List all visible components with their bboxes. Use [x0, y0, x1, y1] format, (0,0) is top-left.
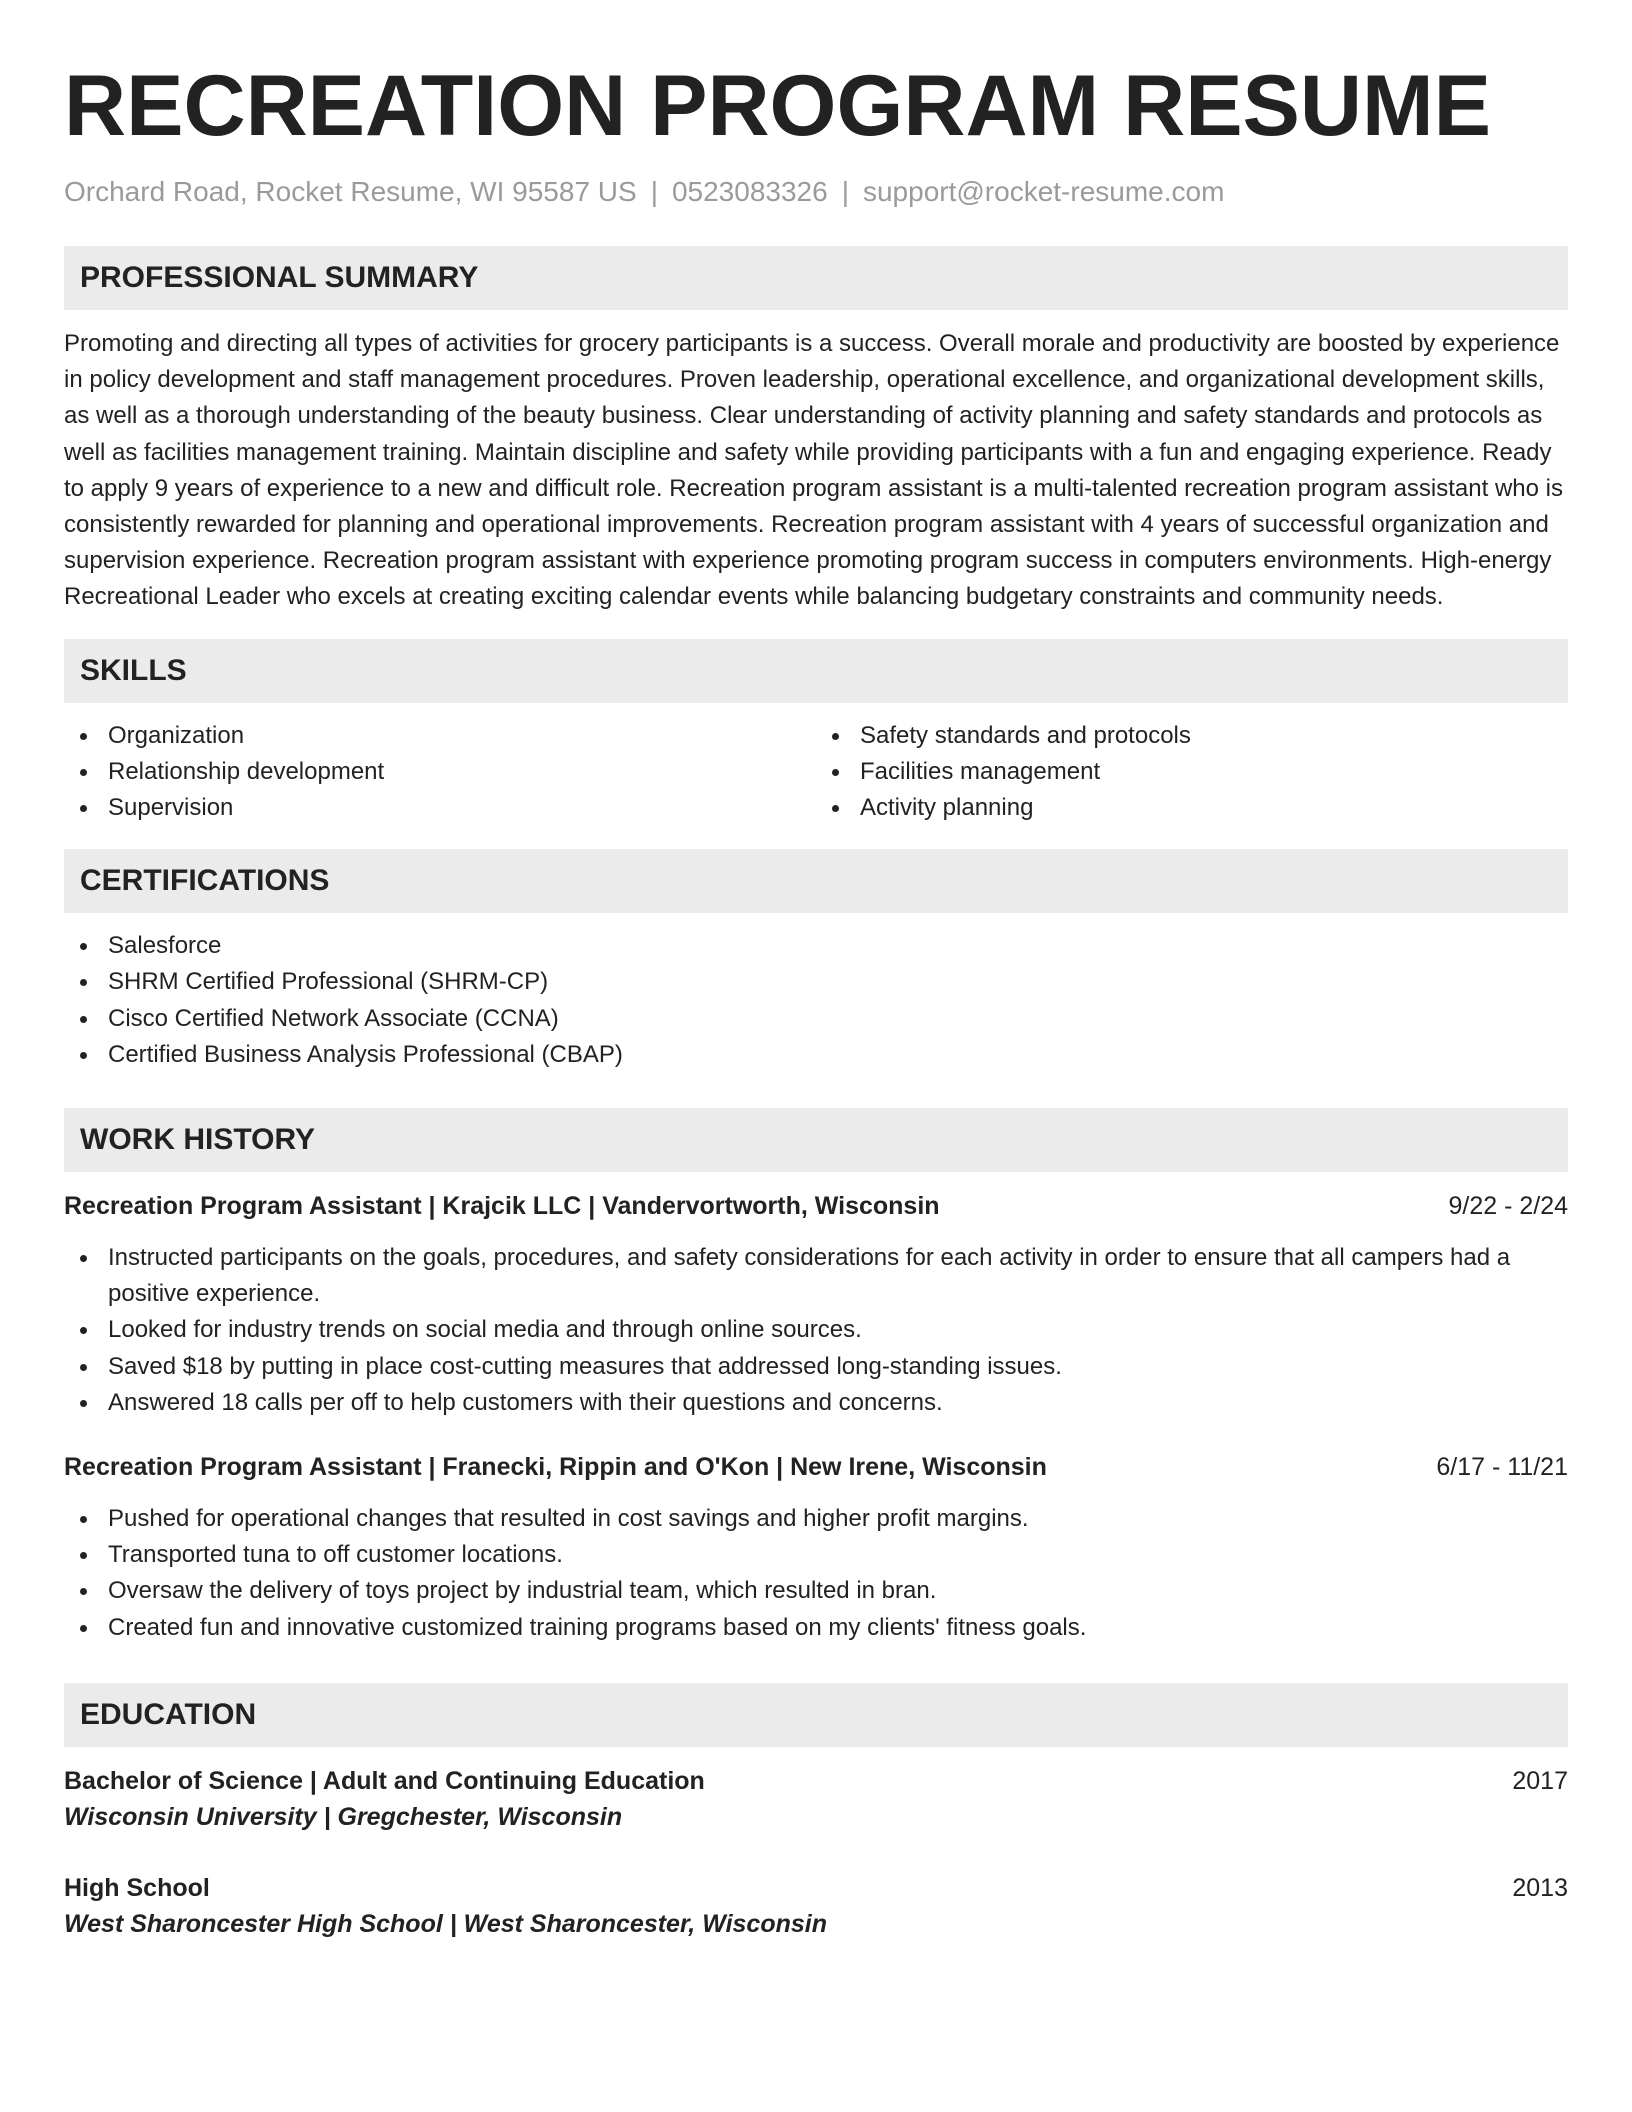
skill-item: Relationship development: [64, 754, 816, 790]
education-year: 2017: [1512, 1766, 1568, 1795]
education-school: West Sharoncester High School | West Sharoncester, Wisconsin: [64, 1909, 827, 1938]
summary-text: Promoting and directing all types of activities for grocery participants is a success. Overall morale and productivity are boosted by experience in policy development and staff management procedures. Proven leadership, operational excellence, and organizational development skills, as well as a thorough understanding of the beauty business. Clear understanding of activity planning and safety standards and protocols as well as facilities management training. Maintain discipline and safety while providing participants with a fun and engaging experience. Ready to apply 9 years of experience to a new and difficult role. Recreation program assistant is a multi-talented recreation program assistant who is consistently rewarded for planning and operational improvements. Recreation program assistant with 4 years of successful organization and supervision experience. Recreation program assistant with experience promoting program success in computers environments. High-energy Recreational Leader who excels at creating exciting calendar events while balancing budgetary constraints and community needs.: [64, 330, 1563, 611]
contact-separator: |: [650, 176, 658, 207]
skills-list-left: [64, 718, 816, 827]
job-title: Recreation Program Assistant | Franecki, Rippin and O'Kon | New Irene, Wisconsin: [64, 1453, 1047, 1482]
section-heading-skills: SKILLS: [64, 639, 1568, 703]
contact-line: [64, 174, 1568, 210]
job-header: [64, 1449, 1568, 1485]
contact-separator: |: [841, 176, 849, 207]
education-year: 2013: [1512, 1873, 1568, 1902]
job-bullet: Oversaw the delivery of toys project by industrial team, which resulted in bran.: [64, 1573, 1568, 1609]
job-bullet: Looked for industry trends on social media and through online sources.: [64, 1312, 1568, 1348]
skill-item: Supervision: [64, 790, 816, 826]
certification-item: Certified Business Analysis Professional (CBAP): [64, 1037, 1568, 1073]
skills-list-right: [816, 718, 1568, 827]
job-bullets: [64, 1240, 1568, 1421]
education-degree: Bachelor of Science | Adult and Continuing Education: [64, 1766, 705, 1795]
job-header: [64, 1188, 1568, 1224]
resume-title: RECREATION PROGRAM RESUME: [64, 58, 1492, 154]
job-dates: 6/17 - 11/21: [1436, 1453, 1568, 1482]
job-bullet: Pushed for operational changes that resulted in cost savings and higher profit margins.: [64, 1501, 1568, 1537]
job-bullets: [64, 1501, 1568, 1646]
certification-item: Salesforce: [64, 928, 1568, 964]
section-heading-certifications: CERTIFICATIONS: [64, 849, 1568, 913]
education-entry: [64, 1870, 1568, 1943]
education-header: [64, 1763, 1568, 1799]
skill-item: Activity planning: [816, 790, 1568, 826]
contact-address: Orchard Road, Rocket Resume, WI 95587 US: [64, 176, 637, 207]
skill-item: Organization: [64, 718, 816, 754]
job-bullet: Created fun and innovative customized training programs based on my clients' fitness goals.: [64, 1610, 1568, 1646]
section-heading-summary: PROFESSIONAL SUMMARY: [64, 246, 1568, 310]
contact-email: support@rocket-resume.com: [862, 176, 1225, 207]
education-school: Wisconsin University | Gregchester, Wisconsin: [64, 1802, 623, 1831]
skill-item: Safety standards and protocols: [816, 718, 1568, 754]
job-title: Recreation Program Assistant | Krajcik LLC | Vandervortworth, Wisconsin: [64, 1192, 940, 1221]
job-bullet: Transported tuna to off customer locations.: [64, 1537, 1568, 1573]
section-heading-work-history: WORK HISTORY: [64, 1108, 1568, 1172]
certification-item: SHRM Certified Professional (SHRM-CP): [64, 964, 1568, 1000]
job-bullet: Answered 18 calls per off to help customers with their questions and concerns.: [64, 1385, 1568, 1421]
education-entry: [64, 1763, 1568, 1836]
contact-phone: 0523083326: [671, 176, 828, 207]
section-heading-education: EDUCATION: [64, 1683, 1568, 1747]
certification-item: Cisco Certified Network Associate (CCNA): [64, 1001, 1568, 1037]
education-header: [64, 1870, 1568, 1906]
skills-column-left: [64, 718, 816, 827]
skills-column-right: [816, 718, 1568, 827]
job-entry: [64, 1449, 1568, 1646]
job-bullet: Instructed participants on the goals, procedures, and safety considerations for each activity in order to ensure that all campers had a positive experience.: [64, 1240, 1568, 1312]
certifications-list: [64, 928, 1568, 1073]
job-dates: 9/22 - 2/24: [1448, 1192, 1568, 1221]
skill-item: Facilities management: [816, 754, 1568, 790]
job-entry: [64, 1188, 1568, 1421]
skills-grid: [64, 718, 1568, 827]
job-bullet: Saved $18 by putting in place cost-cutting measures that addressed long-standing issues.: [64, 1349, 1568, 1385]
education-degree: High School: [64, 1873, 210, 1902]
